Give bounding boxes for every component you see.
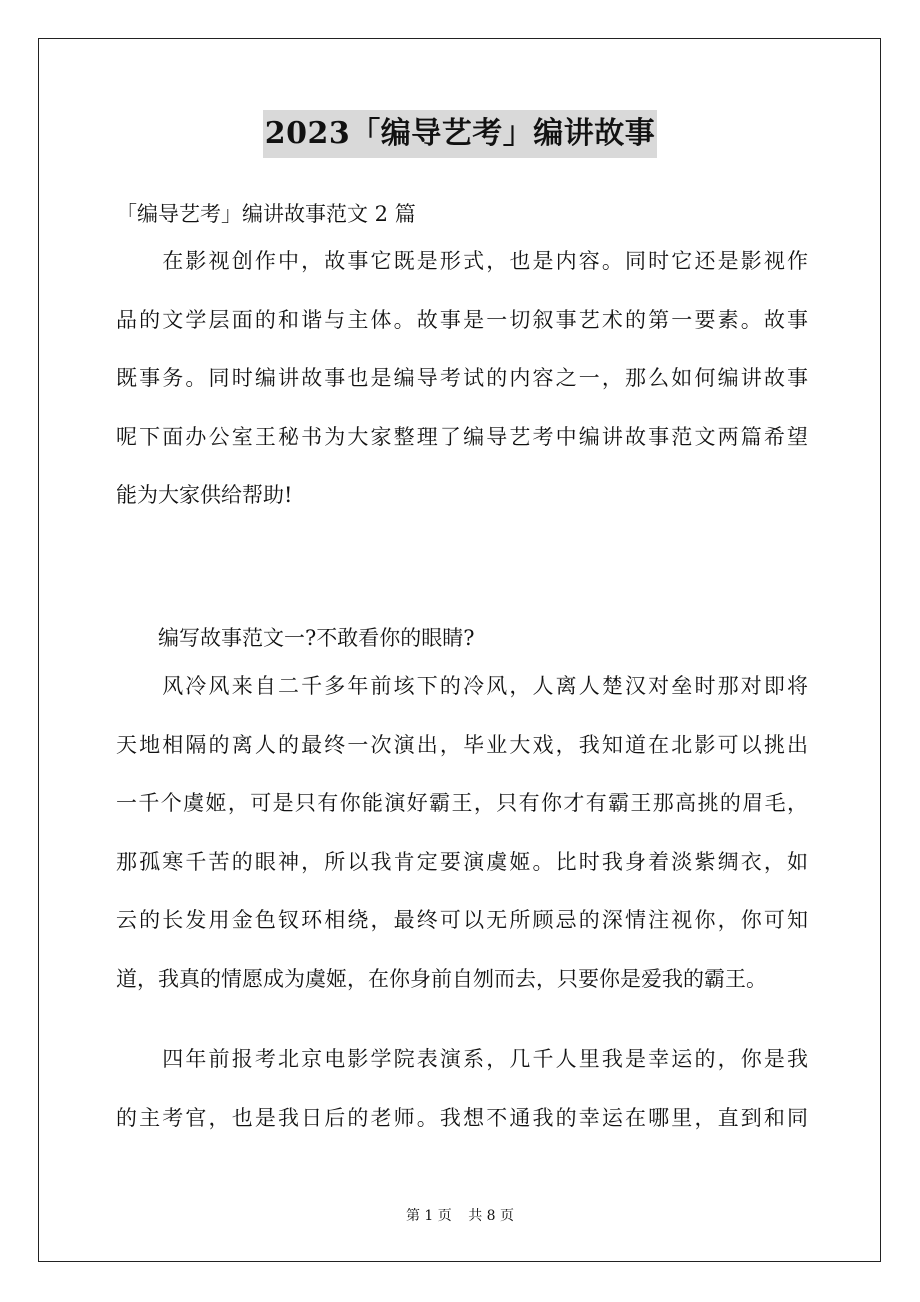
story-line: 的主考官，也是我日后的老师。我想不通我的幸运在哪里，直到和同 bbox=[116, 1105, 808, 1130]
section-heading: 编写故事范文一?不敢看你的眼睛? bbox=[158, 626, 475, 650]
title-container bbox=[0, 110, 920, 158]
story-line: 风冷风来自二千多年前垓下的冷风，人离人楚汉对垒时那对即将 bbox=[116, 674, 808, 698]
story-line: 一千个虞姬，可是只有你能演好霸王，只有你才有霸王那高挑的眉毛， bbox=[116, 791, 808, 815]
page-footer bbox=[0, 1206, 920, 1226]
story-line: 道，我真的情愿成为虞姬，在你身前自刎而去，只要你是爱我的霸王。 bbox=[116, 966, 767, 991]
intro-line: 呢下面办公室王秘书为大家整理了编导艺考中编讲故事范文两篇希望 bbox=[116, 424, 808, 449]
document-subtitle: 「编导艺考」编讲故事范文 2 篇 bbox=[116, 202, 416, 226]
story-line: 四年前报考北京电影学院表演系，几千人里我是幸运的，你是我 bbox=[116, 1047, 808, 1071]
intro-line: 在影视创作中，故事它既是形式，也是内容。同时它还是影视作 bbox=[116, 249, 808, 273]
story-line: 那孤寒千苦的眼神，所以我肯定要演虞姬。比时我身着淡紫绸衣，如 bbox=[116, 849, 808, 874]
story-line: 天地相隔的离人的最终一次演出，毕业大戏，我知道在北影可以挑出 bbox=[116, 732, 808, 757]
page-total: 共 8 页 bbox=[468, 1208, 515, 1224]
intro-line: 既事务。同时编讲故事也是编导考试的内容之一，那么如何编讲故事 bbox=[116, 366, 808, 390]
intro-line: 品的文学层面的和谐与主体。故事是一切叙事艺术的第一要素。故事 bbox=[116, 307, 808, 332]
story-paragraph-2 bbox=[116, 1030, 808, 1147]
story-paragraph-1 bbox=[116, 657, 808, 1008]
page-number: 第 1 页 bbox=[405, 1208, 452, 1224]
intro-line: 能为大家供给帮助! bbox=[116, 483, 293, 507]
intro-paragraph bbox=[116, 232, 808, 525]
document-title: 2023「编导艺考」编讲故事 bbox=[263, 110, 658, 158]
story-line: 云的长发用金色钗环相绕，最终可以无所顾忌的深情注视你，你可知 bbox=[116, 908, 808, 932]
